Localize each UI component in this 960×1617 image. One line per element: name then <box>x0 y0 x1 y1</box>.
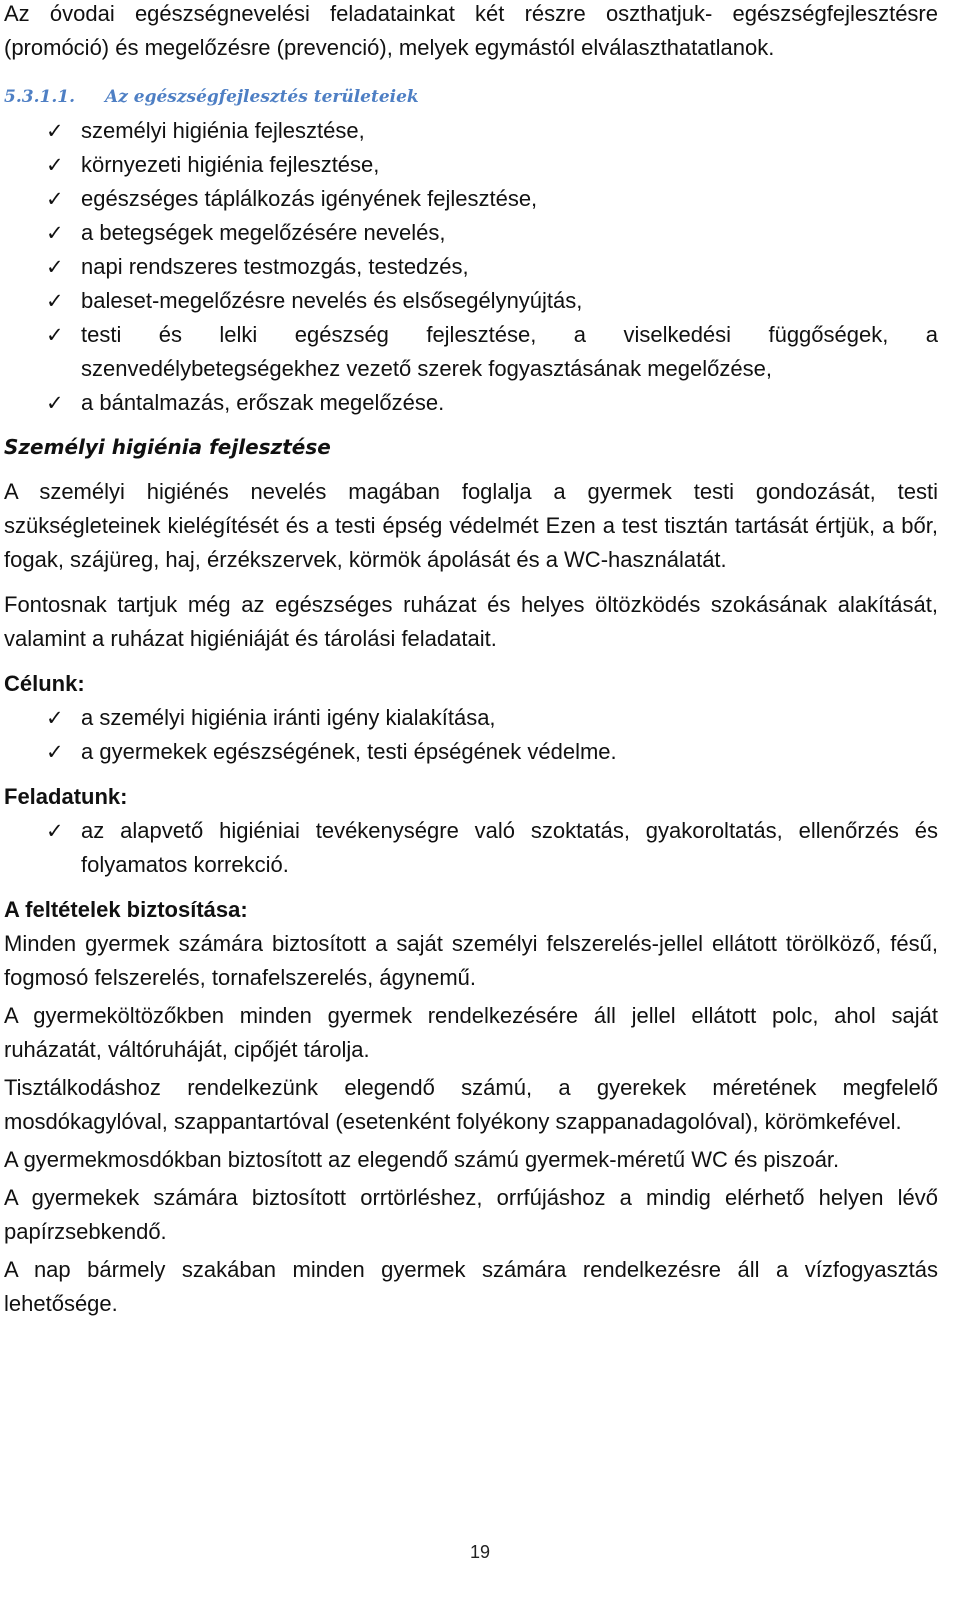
list-item: ✓ a bántalmazás, erőszak megelőzése. <box>4 386 938 420</box>
conditions-paragraph: A gyermekek számára biztosított orrtörléshez, orrfújáshoz a mindig elérhető helyen lévő papírzsebkendő. <box>4 1185 938 1244</box>
hygiene-paragraph-2: Fontosnak tartjuk még az egészséges ruházat és helyes öltözködés szokásának alakítását, valamint a ruházat higiéniáját és tárolási feladatait. <box>4 592 938 651</box>
tasks-label: Feladatunk: <box>4 784 128 809</box>
section-number: 5.3.1.1. <box>4 87 75 107</box>
section-title: Az egészségfejlesztés területeiek <box>105 87 419 107</box>
conditions-paragraph: A nap bármely szakában minden gyermek számára rendelkezésre áll a vízfogyasztás lehetősége. <box>4 1257 938 1316</box>
check-icon: ✓ <box>46 740 64 764</box>
list-item: ✓ egészséges táplálkozás igényének fejlesztése, <box>4 182 938 216</box>
conditions-paragraph: Minden gyermek számára biztosított a saját személyi felszerelés-jellel ellátott törölköző, fésű, fogmosó felszerelés, tornafelszerelés, ágynemű. <box>4 931 938 990</box>
tasks-list <box>4 814 938 882</box>
list-item: ✓ baleset-megelőzésre nevelés és elsősegélynyújtás, <box>4 284 938 318</box>
intro-paragraph: Az óvodai egészségnevelési feladatainkat két részre oszthatjuk- egészségfejlesztésre (promóció) és megelőzésre (prevenció), melyek egymástól elválaszthatatlanok. <box>4 1 938 60</box>
check-icon: ✓ <box>46 706 64 730</box>
list-item: ✓ a személyi higiénia iránti igény kialakítása, <box>4 701 938 735</box>
check-icon: ✓ <box>46 289 64 313</box>
conditions-paragraph: Tisztálkodáshoz rendelkezünk elegendő számú, a gyerekek méretének megfelelő mosdókagylóval, szappantartóval (esetenként folyékony szappanadagolóval), körömkefével. <box>4 1075 938 1134</box>
list-item: ✓ környezeti higiénia fejlesztése, <box>4 148 938 182</box>
check-icon: ✓ <box>46 187 64 211</box>
check-icon: ✓ <box>46 391 64 415</box>
hygiene-paragraph-1: A személyi higiénés nevelés magában foglalja a gyermek testi gondozását, testi szükségleteinek kielégítését és a testi épség védelmét Ezen a test tisztán tartását értjük, a bőr, fogak, szájüreg, haj, érzékszervek, körmök ápolását és a WC-használatát. <box>4 479 938 572</box>
check-icon: ✓ <box>46 323 64 347</box>
page-number: 19 <box>469 1542 491 1562</box>
list-item: ✓ testi és lelki egészség fejlesztése, a viselkedési függőségek, a szenvedélybetegségekhez vezető szerek fogyasztásának megelőzése, <box>4 318 938 386</box>
section-list <box>4 114 938 420</box>
check-icon: ✓ <box>46 255 64 279</box>
list-item: ✓ a gyermekek egészségének, testi épségének védelme. <box>4 735 938 769</box>
hygiene-title: Személyi higiénia fejlesztése <box>4 435 331 459</box>
conditions-paragraph: A gyermeköltözőkben minden gyermek rendelkezésére áll jellel ellátott polc, ahol saját ruházatát, váltóruháját, cipőjét tárolja. <box>4 1003 938 1062</box>
list-item: ✓ személyi higiénia fejlesztése, <box>4 114 938 148</box>
section-heading <box>4 80 938 114</box>
conditions-label: A feltételek biztosítása: <box>4 897 248 922</box>
list-item: ✓ napi rendszeres testmozgás, testedzés, <box>4 250 938 284</box>
check-icon: ✓ <box>46 221 64 245</box>
goals-list <box>4 701 938 769</box>
list-item: ✓ a betegségek megelőzésére nevelés, <box>4 216 938 250</box>
check-icon: ✓ <box>46 153 64 177</box>
check-icon: ✓ <box>46 819 64 843</box>
check-icon: ✓ <box>46 119 64 143</box>
list-item: ✓ az alapvető higiéniai tevékenységre való szoktatás, gyakoroltatás, ellenőrzés és folyamatos korrekció. <box>4 814 938 882</box>
conditions-paragraph: A gyermekmosdókban biztosított az elegendő számú gyermek-méretű WC és piszoár. <box>4 1147 840 1172</box>
goals-label: Célunk: <box>4 671 85 696</box>
